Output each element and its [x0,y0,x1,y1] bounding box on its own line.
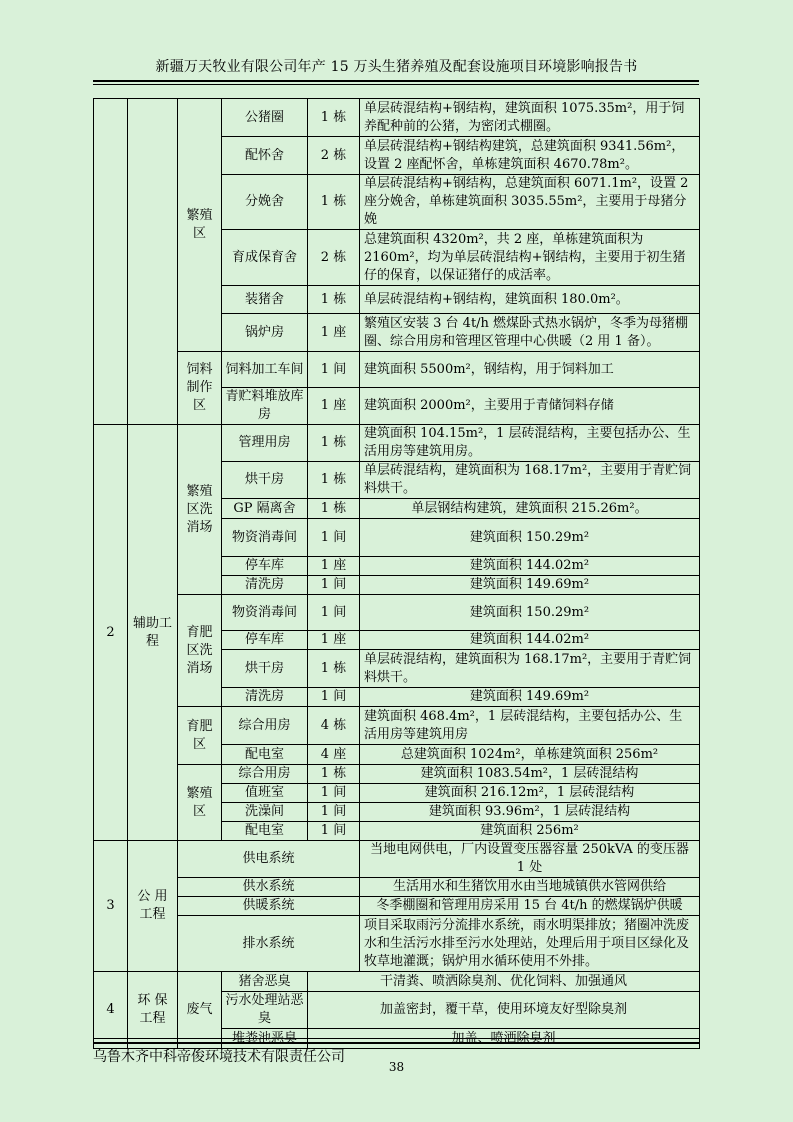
table-row [94,425,700,462]
building-name: 分娩舍 [222,175,308,230]
system-desc: 当地电网供电，厂内设置变压器容量 250kVA 的变压器 1 处 [360,841,700,878]
building-qty: 1 座 [308,557,360,576]
row-number: 2 [94,425,128,841]
building-qty: 1 栋 [308,462,360,499]
building-desc: 建筑面积 2000m²，主要用于青储饲料存储 [360,388,700,425]
building-name: 物资消毒间 [222,519,308,557]
building-name: 停车库 [222,631,308,650]
building-desc: 建筑面积 149.69m² [360,688,700,707]
building-qty: 1 座 [308,631,360,650]
building-name: 洗澡间 [222,803,308,822]
building-name: 公猪圈 [222,99,308,137]
building-desc: 建筑面积 216.12m²，1 层砖混结构 [360,784,700,803]
system-desc: 生活用水和生猪饮用水由当地城镇供水管网供给 [360,878,700,897]
system-name: 供水系统 [178,878,360,897]
building-name: 综合用房 [222,765,308,784]
area-cell: 育肥区洗消场 [178,595,222,707]
building-qty: 1 间 [308,822,360,841]
system-name: 供暖系统 [178,897,360,916]
building-desc: 单层砖混结构+钢结构，建筑面积 180.0m²。 [360,286,700,314]
building-desc: 建筑面积 1083.54m²，1 层砖混结构 [360,765,700,784]
page-header: 新疆万天牧业有限公司年产 15 万头生猪养殖及配套设施项目环境影响报告书 [155,59,638,75]
building-qty: 1 栋 [308,765,360,784]
building-desc: 建筑面积 144.02m² [360,557,700,576]
building-name: 值班室 [222,784,308,803]
building-name: 物资消毒间 [222,595,308,631]
page-footer: 乌鲁木齐中科帝俊环境技术有限责任公司 [93,1049,345,1065]
measure-desc: 加盖密封，覆干草，使用环境友好型除臭剂 [308,992,700,1029]
building-qty: 1 栋 [308,499,360,519]
table-row [94,841,700,878]
building-desc: 单层砖混结构+钢结构，总建筑面积 6071.1m²，设置 2 座分娩舍，单栋建筑面积 3035.55m²，主要用于母猪分娩 [360,175,700,230]
building-desc: 总建筑面积 4320m²，共 2 座，单栋建筑面积为 2160m²，均为单层砖混结构+钢结构，主要用于初生猪仔的保育，以保证猪仔的成活率。 [360,230,700,286]
building-qty: 1 间 [308,784,360,803]
area-cell: 废气 [178,972,222,1049]
building-desc: 总建筑面积 1024m²，单栋建筑面积 256m² [360,745,700,765]
building-qty: 4 栋 [308,707,360,745]
building-name: 烘干房 [222,462,308,499]
row-category: 环 保工程 [128,972,178,1049]
header-rule [93,84,699,85]
source-name: 猪舍恶臭 [222,972,308,992]
measure-desc: 干清粪、喷洒除臭剂、优化饲料、加强通风 [308,972,700,992]
building-qty: 1 间 [308,576,360,595]
area-cell: 繁殖区 [178,99,222,352]
table-row [94,878,700,897]
table-row [94,765,700,784]
building-qty: 2 栋 [308,137,360,175]
system-desc: 项目采取雨污分流排水系统，雨水明渠排放；猪圈冲洗废水和生活污水排至污水处理站，处理后用于项目区绿化及牧草地灌溉；锅炉用水循环使用不外排。 [360,916,700,972]
table-row [94,916,700,972]
building-desc: 建筑面积 144.02m² [360,631,700,650]
table-row [94,897,700,916]
area-cell: 繁殖区 [178,765,222,841]
table-row [94,972,700,992]
row-number: 3 [94,841,128,972]
system-name: 排水系统 [178,916,360,972]
measure-desc: 加盖、喷洒除臭剂 [308,1029,700,1049]
building-qty: 1 间 [308,803,360,822]
building-qty: 1 间 [308,595,360,631]
system-desc: 冬季棚圈和管理用房采用 15 台 4t/h 的燃煤锅炉供暖 [360,897,700,916]
building-desc: 建筑面积 468.4m²，1 层砖混结构，主要包括办公、生活用房等建筑用房 [360,707,700,745]
table-row [94,707,700,745]
building-qty: 1 间 [308,352,360,388]
building-qty: 2 栋 [308,230,360,286]
building-name: 青贮料堆放库房 [222,388,308,425]
building-desc: 单层砖混结构，建筑面积为 168.17m²，主要用于青贮饲料烘干。 [360,650,700,688]
building-name: 配电室 [222,745,308,765]
table-row [94,352,700,388]
building-name: 锅炉房 [222,314,308,352]
building-name: 烘干房 [222,650,308,688]
area-cell: 饲料制作区 [178,352,222,425]
building-desc: 单层砖混结构+钢结构，建筑面积 1075.35m²，用于饲养配种前的公猪，为密闭式棚圈。 [360,99,700,137]
footer-rule [93,1038,699,1039]
source-name: 堆粪池恶臭 [222,1029,308,1049]
table-row [94,595,700,631]
row-number: 4 [94,972,128,1049]
footer-rule [93,1042,699,1044]
row-category: 公 用工程 [128,841,178,972]
row-category [128,99,178,425]
row-category: 辅助工程 [128,425,178,841]
source-name: 污水处理站恶臭 [222,992,308,1029]
building-qty: 4 座 [308,745,360,765]
building-qty: 1 栋 [308,425,360,462]
building-desc: 单层钢结构建筑，建筑面积 215.26m²。 [360,499,700,519]
building-name: 育成保育舍 [222,230,308,286]
area-cell: 繁殖区洗消场 [178,425,222,595]
building-desc: 建筑面积 150.29m² [360,595,700,631]
building-name: 清洗房 [222,576,308,595]
building-name: 停车库 [222,557,308,576]
building-name: 装猪舍 [222,286,308,314]
building-qty: 1 栋 [308,99,360,137]
building-name: 配怀舍 [222,137,308,175]
building-qty: 1 栋 [308,650,360,688]
building-desc: 建筑面积 149.69m² [360,576,700,595]
building-qty: 1 栋 [308,286,360,314]
building-desc: 建筑面积 5500m²，钢结构，用于饲料加工 [360,352,700,388]
system-name: 供电系统 [178,841,360,878]
building-name: 清洗房 [222,688,308,707]
project-composition-table [93,98,700,1049]
page-number: 38 [388,1060,405,1074]
building-name: 配电室 [222,822,308,841]
area-cell: 育肥区 [178,707,222,765]
building-qty: 1 座 [308,314,360,352]
table-row [94,99,700,137]
building-desc: 建筑面积 150.29m² [360,519,700,557]
building-qty: 1 间 [308,519,360,557]
building-name: GP 隔离舍 [222,499,308,519]
building-qty: 1 栋 [308,175,360,230]
building-qty: 1 间 [308,688,360,707]
building-desc: 建筑面积 93.96m²，1 层砖混结构 [360,803,700,822]
building-qty: 1 座 [308,388,360,425]
row-number [94,99,128,425]
building-desc: 单层砖混结构，建筑面积为 168.17m²，主要用于青贮饲料烘干。 [360,462,700,499]
building-desc: 建筑面积 104.15m²，1 层砖混结构，主要包括办公、生活用房等建筑用房。 [360,425,700,462]
building-name: 综合用房 [222,707,308,745]
building-name: 饲料加工车间 [222,352,308,388]
building-name: 管理用房 [222,425,308,462]
building-desc: 建筑面积 256m² [360,822,700,841]
header-rule [93,80,699,82]
building-desc: 繁殖区安装 3 台 4t/h 燃煤卧式热水锅炉，冬季为母猪棚圈、综合用房和管理区管理中心供暖（2 用 1 备）。 [360,314,700,352]
building-desc: 单层砖混结构+钢结构建筑，总建筑面积 9341.56m²，设置 2 座配怀舍，单栋建筑面积 4670.78m²。 [360,137,700,175]
